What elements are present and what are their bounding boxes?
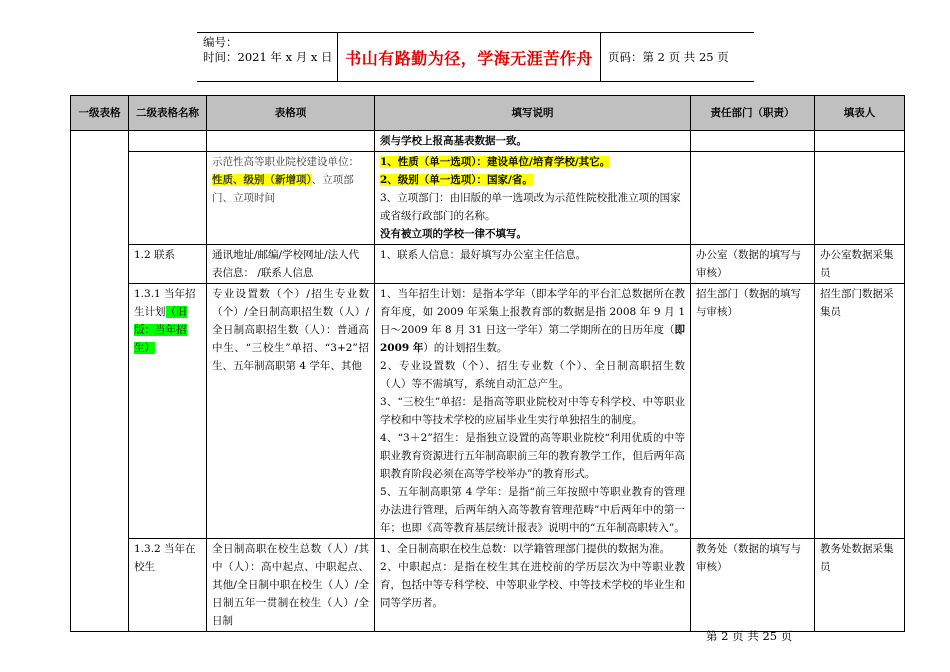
item-cell: 专业设置数（个）/招生专业数（个）/全日制高职招生数（人）/全日制高职招生数（人）：普通高中生、“三校生”单招、“3+2”招生、五年制高职第 4 学年、其他: [207, 284, 375, 539]
table-row: [71, 152, 905, 245]
header-motto: 书山有路勤为径，学海无涯苦作舟: [345, 48, 593, 68]
page-footer: 第 2 页 共 25 页: [706, 629, 793, 643]
document-time: 时间：2021 年 x 月 x 日: [203, 50, 333, 64]
level2-cell: 1.3.2 当年在校生: [129, 539, 207, 632]
col-header-level2: 二级表格名称: [129, 96, 207, 131]
instruction-cell: 1、联系人信息：最好填写办公室主任信息。: [375, 245, 691, 284]
table-row: [71, 245, 905, 284]
table-header-row: [71, 96, 905, 131]
item-cell: 示范性高等职业院校建设单位：性质、级别（新增项）、立项部门、立项时间: [207, 152, 375, 245]
filler-cell: 办公室数据采集员: [815, 245, 905, 284]
level2-cell: 1.2 联系: [129, 245, 207, 284]
col-header-item: 表格项: [207, 96, 375, 131]
highlight-level: 2、级别（单一选项）：国家/省。: [380, 174, 533, 186]
col-header-level1: 一级表格: [71, 96, 129, 131]
page-header: [197, 32, 754, 82]
filler-cell: 教务处数据采集员: [815, 539, 905, 632]
level2-cell: 1.3.1 当年招生计划（旧版：当年招生）: [129, 284, 207, 539]
table-row: [71, 284, 905, 539]
table-row: [71, 539, 905, 632]
header-info-cell: [197, 33, 337, 81]
instruction-cell: 1、性质（单一选项）：建设单位/培育学校/其它。 2、级别（单一选项）：国家/省。 3、立项部门：由旧版的单一选项改为示范性院校批准立项的国家或省级行政部门的名称。 没有被立项的学校一律不填写。: [375, 152, 691, 245]
document-number: 编号：: [203, 35, 238, 49]
header-page-cell: [600, 33, 754, 81]
table-row: [71, 131, 905, 152]
highlight-old-name: （旧版：当年招生）: [134, 306, 187, 354]
col-header-department: 责任部门（职责）: [691, 96, 815, 131]
header-motto-cell: [337, 33, 601, 81]
highlight-new-item: 性质、级别（新增项）: [212, 174, 312, 186]
col-header-filler: 填表人: [815, 96, 905, 131]
highlight-nature: 1、性质（单一选项）：建设单位/培育学校/其它。: [380, 156, 611, 168]
instruction-cell: 须与学校上报高基表数据一致。: [375, 131, 691, 152]
department-cell: 办公室（数据的填写与审核）: [691, 245, 815, 284]
filler-cell: 招生部门数据采集员: [815, 284, 905, 539]
instruction-cell: 1、全日制高职在校生总数：以学籍管理部门提供的数据为准。 2、中职起点：是指在校生其在进校前的学历层次为中等职业教育，包括中等专科学校、中等职业学校、中等技术学校的毕业生和同等学历者。: [375, 539, 691, 632]
department-cell: 教务处（数据的填写与审核）: [691, 539, 815, 632]
item-cell: 通讯地址/邮编/学校网址/法人代表信息： /联系人信息: [207, 245, 375, 284]
level1-cell: [71, 131, 129, 632]
instruction-cell: 1、当年招生计划：是指本学年（即本学年的平台汇总数据所在教育年度，如 2009 年采集上报教育部的数据是指 2008 年 9 月 1 日～2009 年 8 月 31 日这一学年）第二学期所在的日历年度（即 2009 年）的计划招生数。 2、专业设置数（个）、招生专业数（个）、全日制高职招生数（人）等不需填写，系统自动汇总产生。 3、“三校生”单招：是指高等职业院校对中等专科学校、中等职业学校和中等技术学校的应届毕业生实行单独招生的制度。 4、“3＋2”招生：是指独立设置的高等职业院校“利用优质的中等职业教育资源进行五年制高职前三年的教育教学工作，但后两年高职教育阶段必须在高等学校举办”的教育形式。 5、五年制高职第 4 学年：是指“前三年按照中等职业教育的管理办法进行管理，后两年纳入高等教育管理范畴”中后两年中的第一年；也即《高等教育基层统计报表》说明中的“五年制高职转入”。: [375, 284, 691, 539]
form-spec-table: [70, 95, 905, 632]
department-cell: 招生部门（数据的填写与审核）: [691, 284, 815, 539]
col-header-instructions: 填写说明: [375, 96, 691, 131]
item-cell: 全日制高职在校生总数（人）/其中（人）：高中起点、中职起点、其他/全日制中职在校生（人）/全日制五年一贯制在校生（人）/全日制: [207, 539, 375, 632]
header-page-number: 页码：第 2 页 共 25 页: [608, 50, 729, 64]
